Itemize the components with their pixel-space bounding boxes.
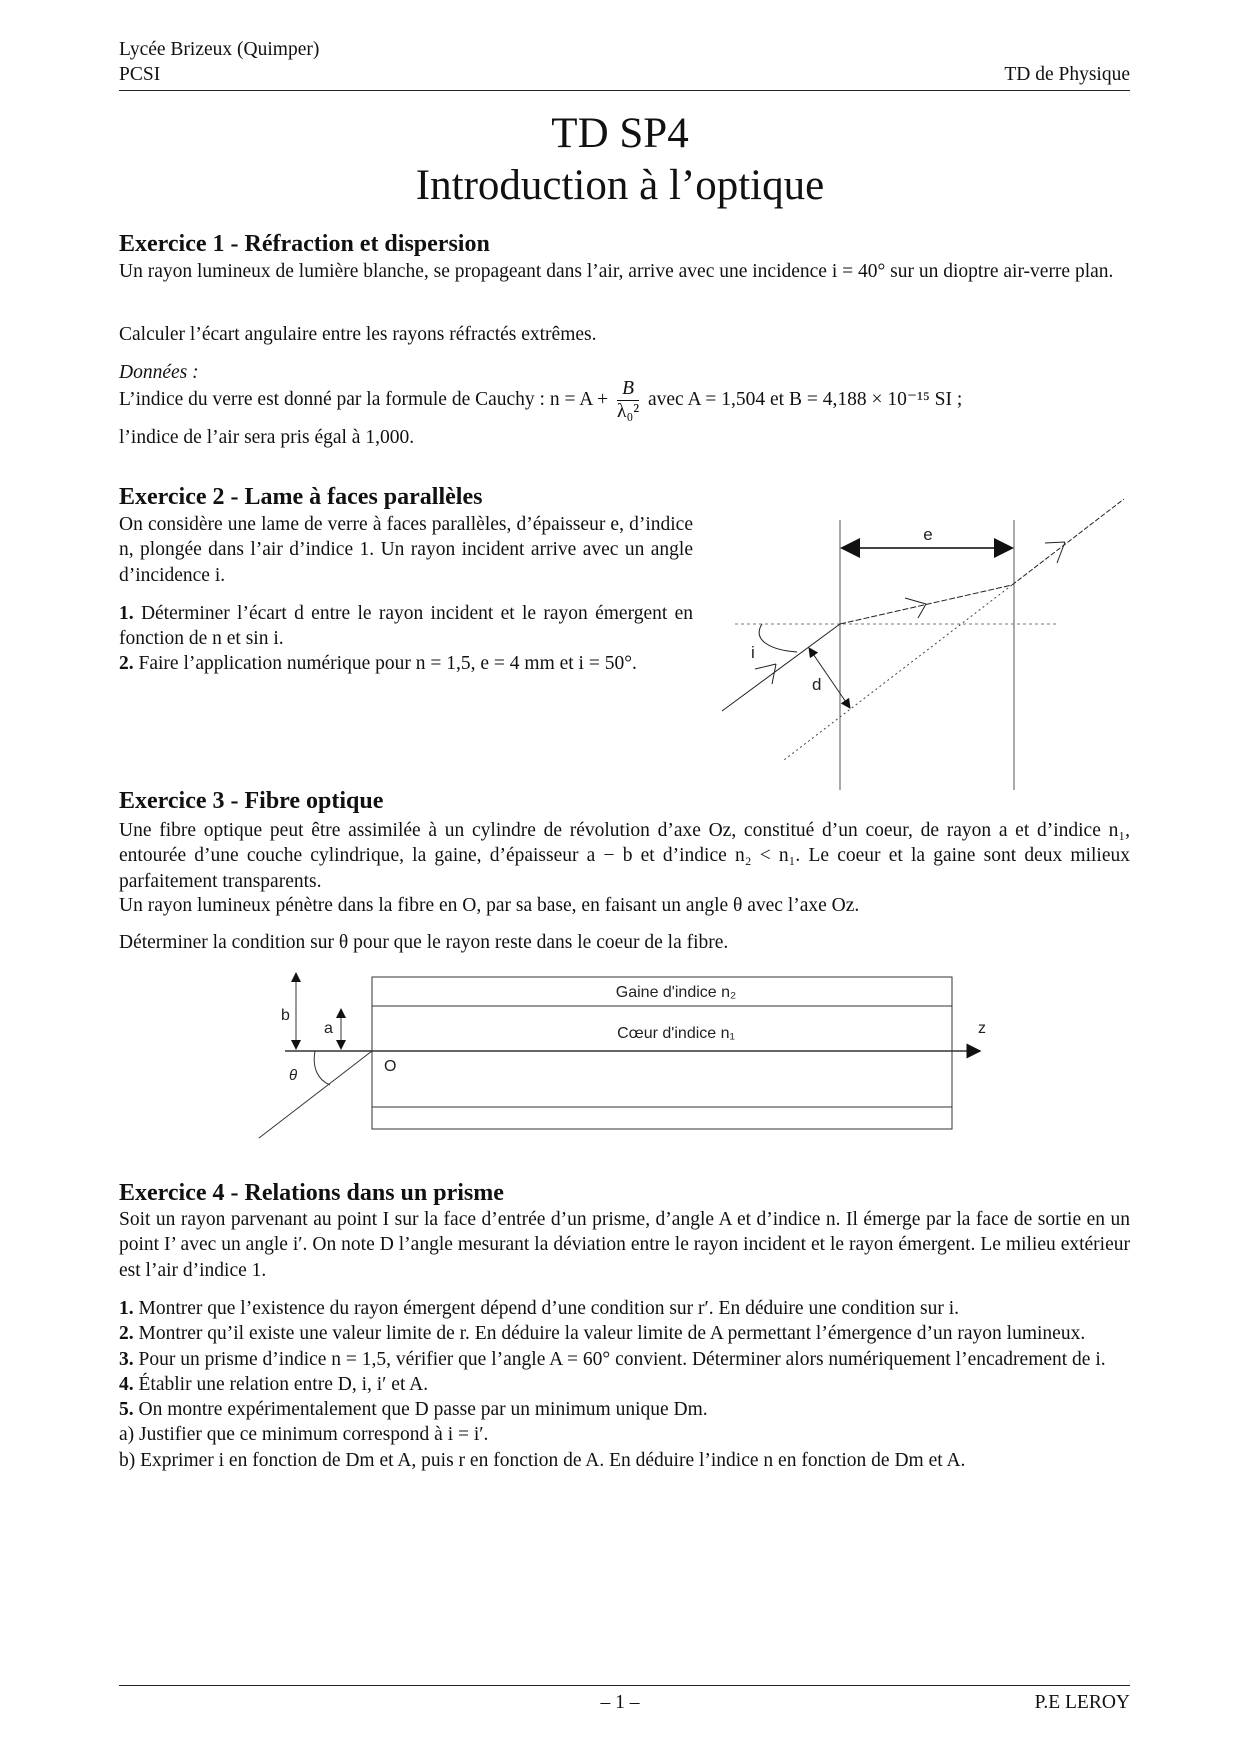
question-text: Montrer que l’existence du rayon émergent dépend d’une condition sur r′. En déduire une condition sur i. — [138, 1298, 960, 1319]
page-number: – 1 – — [600, 1692, 640, 1713]
exercise-3-statement: Une fibre optique peut être assimilée à un cylindre de révolution d’axe Oz, constitué d’un coeur, de rayon a et d’indice n₁, entourée d’une couche cylindrique, la gaine, d’épaisseur a − b et d’indice n₂ < n₁. Le coeur et la gaine sont deux milieux parfaitement transparents. — [119, 820, 1130, 892]
question-3 — [119, 1347, 1130, 1372]
question-2 — [119, 1321, 1130, 1346]
label-theta: θ — [289, 1067, 298, 1084]
question-1 — [119, 1296, 1130, 1321]
exercise-1-question: Calculer l’écart angulaire entre les rayons réfractés extrêmes. — [119, 324, 597, 345]
title-line2: Introduction à l’optique — [415, 162, 825, 209]
question-number: 1. — [119, 603, 134, 624]
question-text: Pour un prisme d’indice n = 1,5, vérifier que l’angle A = 60° convient. Déterminer alors numériquement l’encadrement de i. — [138, 1348, 1106, 1370]
question-number: 2. — [119, 1323, 134, 1345]
header-class: PCSI — [119, 64, 161, 85]
label-z: z — [978, 1020, 986, 1037]
question-number: 2. — [119, 653, 134, 674]
question-text: Déterminer l’écart d entre le rayon incident et le rayon émergent en fonction de n et sin i. — [119, 603, 693, 650]
air-index: l’indice de l’air sera pris égal à 1,000. — [119, 427, 415, 448]
fraction-denominator: λ₀² — [617, 401, 640, 422]
question-5b: b) Exprimer i en fonction de Dm et A, puis r en fonction de A. En déduire l’indice n en fonction de Dm et A. — [119, 1449, 966, 1471]
angle-theta-arc — [314, 1051, 330, 1085]
footer-author: P.E LEROY — [1034, 1692, 1130, 1713]
question-text: Établir une relation entre D, i, i′ et A. — [138, 1373, 429, 1395]
exercise-2-heading: Exercice 2 - Lame à faces parallèles — [119, 484, 483, 510]
label-o: O — [384, 1058, 397, 1075]
cauchy-text: L’indice du verre est donné par la formule de Cauchy : n = A + — [119, 388, 609, 410]
question-text: Montrer qu’il existe une valeur limite de r. En déduire la valeur limite de A permettant l’émergence d’un rayon lumineux. — [138, 1323, 1086, 1345]
question-number: 3. — [119, 1348, 134, 1370]
question-5 — [119, 1397, 1130, 1422]
label-e: e — [923, 525, 933, 544]
exercise-3-question: Déterminer la condition sur θ pour que le rayon reste dans le coeur de la fibre. — [119, 932, 729, 953]
header-subject: TD de Physique — [1004, 64, 1130, 85]
label-a: a — [324, 1020, 333, 1037]
label-d: d — [812, 675, 822, 694]
core-label: Cœur d'indice n₁ — [617, 1025, 735, 1042]
exercise-1-statement: Un rayon lumineux de lumière blanche, se propageant dans l’air, arrive avec une incidence i = 40° sur un dioptre air-verre plan. — [119, 261, 1114, 282]
title-line1: TD SP4 — [551, 110, 689, 157]
incident-ray — [259, 1051, 372, 1138]
exercise-4-heading: Exercice 4 - Relations dans un prisme — [119, 1180, 504, 1206]
exercise-3-heading: Exercice 3 - Fibre optique — [119, 788, 384, 814]
exercise-4-statement: Soit un rayon parvenant au point I sur la face d’entrée d’un prisme, d’angle A et d’indice n. Il émerge par la face de sortie en un point I’ avec un angle i′. On note D l’angle mesurant la déviation entre le rayon incident et le rayon émergent. Le milieu extérieur est l’air d’indice 1. — [119, 1209, 1130, 1281]
data-label: Données : — [119, 362, 199, 383]
question-number: 5. — [119, 1399, 134, 1421]
question-text: On montre expérimentalement que D passe par un minimum unique Dm. — [138, 1399, 708, 1421]
question-4 — [119, 1372, 1130, 1397]
label-i: i — [751, 643, 755, 662]
exercise-3-ray: Un rayon lumineux pénètre dans la fibre en O, par sa base, en faisant un angle θ avec l’axe Oz. — [119, 895, 860, 916]
fraction-numerator: B — [617, 378, 639, 401]
question-number: 1. — [119, 1298, 134, 1319]
question-5a: a) Justifier que ce minimum correspond à i = i′. — [119, 1424, 489, 1446]
header-school: Lycée Brizeux (Quimper) — [119, 39, 320, 60]
footer-rule — [119, 1685, 1130, 1686]
label-b: b — [281, 1007, 290, 1024]
cauchy-constants: avec A = 1,504 et B = 4,188 × 10⁻¹⁵ SI ; — [648, 388, 963, 410]
question-number: 4. — [119, 1373, 134, 1395]
exercise-1-heading: Exercice 1 - Réfraction et dispersion — [119, 231, 490, 257]
question-text: Faire l’application numérique pour n = 1,5, e = 4 mm et i = 50°. — [138, 653, 637, 674]
exercise-4-questions — [119, 1296, 1130, 1473]
cladding-label: Gaine d'indice n₂ — [615, 984, 737, 1001]
exercise-2-statement: On considère une lame de verre à faces parallèles, d’épaisseur e, d’indice n, plongée dans l’air d’indice 1. Un rayon incident arrive avec un angle d’incidence i. — [119, 514, 693, 586]
